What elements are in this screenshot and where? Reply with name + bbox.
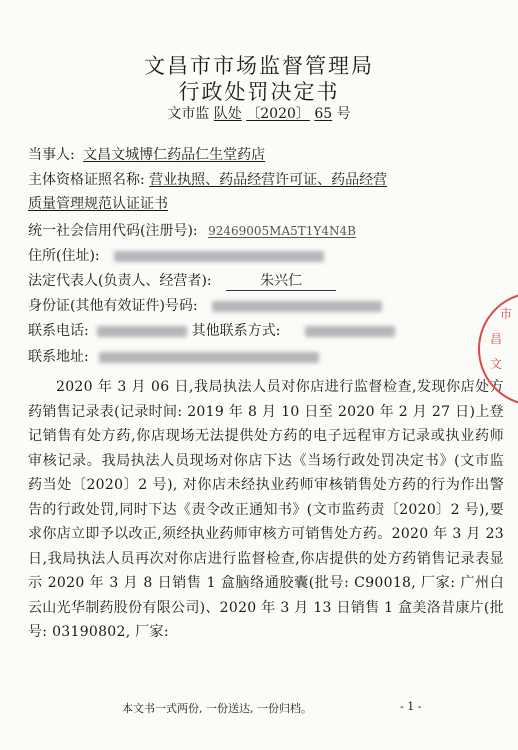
document-number: 文市监 队处 〔2020〕 65 号 — [167, 106, 351, 122]
contact-address-row — [28, 346, 319, 366]
cert-row-2 — [28, 193, 168, 213]
contact-address-label: 联系地址: — [28, 349, 89, 365]
decision-body — [28, 375, 504, 645]
other-contact-label: 其他联系方式: — [191, 323, 281, 339]
party-value: 文昌文城博仁药品仁生堂药店 — [83, 147, 266, 163]
document-title: 行政处罚决定书 — [178, 80, 340, 104]
address-label: 住所(住址): — [28, 248, 100, 264]
legal-rep-row — [28, 270, 336, 291]
redacted-id — [212, 301, 382, 312]
phone-label: 联系电话: — [28, 323, 89, 339]
cert-value-1: 营业执照、药品经营许可证、药品经营 — [149, 172, 388, 188]
cert-row — [28, 169, 387, 189]
cert-label: 主体资格证照名称: — [28, 172, 145, 188]
redacted-contact-address — [99, 352, 319, 363]
page-number: - 1 - — [400, 700, 422, 713]
seal-char-1: 市 — [500, 307, 513, 321]
footer-note: 本文书一式两份, 一份送达, 一份归档。 — [122, 702, 312, 715]
credit-row — [28, 220, 356, 240]
id-row — [28, 295, 382, 315]
cert-value-2: 质量管理规范认证证书 — [28, 196, 168, 212]
seal-char-3: 文 — [490, 357, 503, 371]
phone-row — [28, 320, 395, 340]
redacted-phone — [97, 326, 187, 337]
body-paragraph: 2020 年 3 月 06 日,我局执法人员对你店进行监督检查,发现你店处方药销售记录表(记录时间: 2019 年 8 月 10 日至 2020 年 2 月 27 日)上登记销售有处方药,你店现场无法提供处方药的电子远程审方记录或执业药师审核记录。我局执法人员现场对你店下达《当场行政处罚决定书》(文市监药当处〔2020〕2 号), 对你店未经执业药师审核销售处方药的行为作出警告的行政处罚,同时下达《责令改正通知书》(文市监药责〔2020〕2 号),要求你店立即予以改正,须经执业药师审核方可销售处方药。2020 年 3 月 23 日,我局执法人员再次对你店进行监督检查,你店提供的处方药销售记录表显示 2020 年 3 月 8 日销售 1 盒脑络通胶囊(批号: C90018, 厂家: 广州白云山光华制药股份有限公司)、2020 年 3 月 13 日销售 1 盒美洛昔康片(批号: 03190802, 厂家: — [28, 379, 504, 640]
credit-value: 92469005MA5T1Y4N4B — [208, 224, 356, 238]
address-row — [28, 245, 324, 265]
seal-char-2: 昌 — [490, 332, 503, 346]
party-label: 当事人: — [28, 147, 75, 163]
party-row — [28, 144, 265, 164]
issuing-authority: 文昌市市场监督管理局 — [144, 54, 374, 78]
id-label: 身份证(其他有效证件)号码: — [28, 298, 198, 314]
credit-label: 统一社会信用代码(注册号): — [28, 223, 198, 239]
redacted-address — [114, 251, 324, 262]
redacted-other-contact — [305, 326, 395, 337]
legal-value: 朱兴仁 — [226, 270, 336, 291]
legal-label: 法定代表人(负责人、经营者): — [28, 273, 212, 289]
